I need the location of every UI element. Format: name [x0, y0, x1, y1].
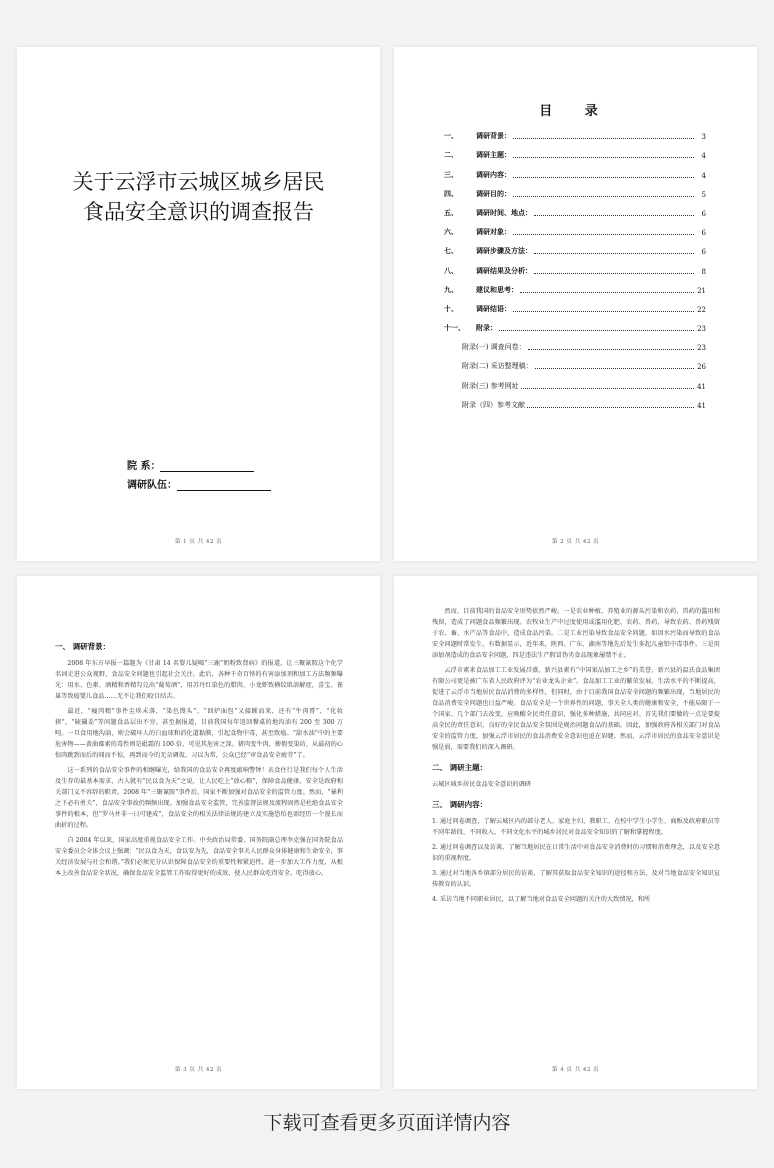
toc-page-num: 6 — [701, 229, 706, 238]
toc-leader — [513, 234, 694, 235]
toc-label: 附录（四）参考文献 — [462, 400, 525, 409]
toc-label: 调研结果及分析： — [476, 265, 532, 275]
toc-num: 十、 — [444, 303, 458, 313]
toc-page-num: 6 — [701, 248, 706, 257]
download-more-notice: 下载可查看更多页面详情内容 — [263, 1112, 511, 1134]
toc-num: 七、 — [444, 246, 458, 256]
toc-label: 调研对象： — [476, 227, 511, 237]
toc-num: 一、 — [444, 131, 458, 141]
list-item: 2. 通过问卷调查以及访谈，了解当地居民在日常生活中对食品安全消费时的习惯和消费理念，以及安全意识的重视程度。 — [432, 844, 720, 862]
toc-num: 八、 — [444, 265, 458, 275]
toc-leader — [499, 330, 694, 331]
toc-label: 调研主题： — [476, 150, 511, 160]
list-item: 4. 采访当地不同职业居民，以了解当地对食品安全问题的关注的大致情况，和所 — [432, 896, 651, 903]
toc-page-num: 26 — [697, 363, 706, 372]
toc-page-num: 22 — [697, 305, 706, 314]
toc-leader — [534, 273, 694, 274]
toc-item[interactable] — [444, 256, 706, 275]
toc-item[interactable] — [444, 295, 706, 314]
toc-item[interactable] — [444, 237, 706, 256]
cover-title-line2: 食品安全意识的调查报告 — [83, 200, 314, 224]
report-page-3 — [17, 576, 380, 1089]
toc-item[interactable] — [444, 276, 706, 295]
team-label: 调研队伍： — [127, 480, 177, 491]
toc-item[interactable] — [444, 199, 706, 218]
body-paragraph: 云浮市素来食品加工工业发展昌盛，新兴县素有“中国果品加工之乡”的美誉，新兴县的温氏食品集团有限公司更是被广东省人民政府评为“农业龙头企业”。食品加工工业的繁荣发展，生活水平的不断提高，促进了云浮市当地居民食品消费的多样性，但同时，由于目前我国食品安全问题的频繁出现，当地居民的食品消费安全问题也日益严峻。食品安全是一个世界性的问题，事关全人类的健康和安全，不能局限于一个国家、几个部门去改变，应唤醒全民责任意识，强化多种措施，共同应对。首先我们要做的一点是要提高全民的责任意识，良好的全民食品安全氛围是规治问题食品的基础。因此，加强政府各相关部门对食品安全的监管力度，加强云浮市居民的食品消费安全意识也迫在眉睫。然而，云浮市居民的食品安全意识是强是弱，需要我们的深入调研。 — [432, 667, 720, 751]
toc-leader — [527, 407, 694, 408]
toc-leader — [534, 253, 694, 254]
toc-item[interactable] — [444, 141, 706, 160]
body-paragraph: 这一系列的食品安全事件的相继曝光，给我国的食品安全再度敲响警钟！衣食住行是我们每个人生活及生存的最基本需求，古人就有“民以食为天”之说，让人民吃上“放心粮”，保障食品健康、安全是政府相关部门义不容辞的职责。2008 年“三聚氰胺”事件后，国家不断加强对食品安全的监管力度。然而，“暴利之下必有勇夫”，食品安全事故仍频频出现。加强食品安全监管，完善监督法规及流程固然是杜绝食品安全事件的根本，但“罗马并非一日可建成”，食品安全的相关法律法规的建立及实施恐怕也需经历一个漫长而曲折的过程。 — [55, 767, 343, 829]
team-blank-line — [177, 480, 271, 491]
toc-label: 附录(一) 调查问卷： — [462, 343, 526, 352]
toc-title: 目 录 — [539, 104, 612, 119]
toc-leader — [513, 196, 694, 197]
toc-label: 附录： — [476, 323, 497, 333]
toc-item[interactable] — [444, 122, 706, 141]
toc-leader — [535, 368, 694, 369]
report-page-4 — [394, 576, 757, 1089]
toc-page-num: 41 — [697, 401, 706, 410]
toc-label: 调研结语： — [476, 303, 511, 313]
toc-leader — [528, 349, 694, 350]
toc-leader — [520, 292, 694, 293]
toc-num: 九、 — [444, 284, 458, 294]
toc-label: 调研目的： — [476, 188, 511, 198]
toc-leader — [521, 388, 694, 389]
toc-item[interactable] — [444, 218, 706, 237]
page-footer: 第 1 页 共 42 页 — [174, 539, 223, 545]
section-heading: 三、 调研内容： — [432, 800, 488, 809]
toc-page-num: 23 — [697, 344, 706, 353]
body-paragraph: 自 2004 年以来，国家高度重视食品安全工作。中央政治局常委、国务院副总理李克强在国务院食品安全委员会全体会议上强调：“民以食为天，食以安为先，食品安全事关人民群众身体健康和生命安全，事关经济发展与社会和谐。”我们必须充分认识保障食品安全的重要性和紧迫性，进一步加大工作力度，从根本上改善食品安全状况，确保食品安全监管工作取得更好的成效，使人民群众吃得安全、吃得放心。 — [55, 837, 343, 877]
toc-label: 建议和思考： — [476, 284, 518, 294]
toc-leader — [513, 177, 694, 178]
toc-num: 二、 — [444, 150, 458, 160]
body-paragraph: 然而，目前我国的食品安全形势依然严峻。一是农业种植、养殖业的源头污染和农药、兽药的滥用和残留，造成了问题食品频繁出现。农牧业生产中过度使用或滥用化肥、农药、兽药，导致农药、兽药残留于农、畜、水产品等食品中，造成食品污染。二是工业污染导致食品安全问题，如因水污染而导致的食品安全问题时常发生，有数据显示，近年来，陕西、广东、湖南等地先后发生多起儿童铅中毒事件。三是用添加剂造成的食品安全问题，四是违法生产假冒伪劣食品现象屡禁不止。 — [432, 608, 720, 659]
body-paragraph: 2008 年东方早报一篇题为《甘肃 14 名婴儿疑喝“三鹿”奶粉致肾病》的报道，让三聚氰胺这个化学名词走进公众视野，食品安全问题也引起社会关注。此后，各种千奇百怪的有害添加剂和加工方法频频曝光：用水、色素、酒精和香精勾兑出“葡萄酒”，用苏丹红染色的腊肉，小龙虾致横纹肌溶解症，喜宝、雀巢等致癌婴儿食品……无不让我们咬目结舌。 — [55, 660, 343, 700]
department-label: 院 系： — [127, 461, 161, 472]
toc-list — [444, 122, 706, 410]
toc-label: 调研背景： — [476, 131, 511, 141]
toc-page — [394, 47, 757, 561]
toc-page-num: 6 — [701, 209, 706, 218]
toc-num: 六、 — [444, 227, 458, 237]
list-item: 3. 通过对当地各乡镇部分居民的访谈，了解其获取食品安全知识的途径和方法，及对当地食品安全知识宣传教育的认识。 — [432, 870, 720, 888]
page-footer: 第 4 页 共 42 页 — [551, 1067, 600, 1073]
topic-text: 云城区城乡居民食品安全意识的调研 — [432, 781, 531, 788]
toc-label: 附录(三) 参考网址 — [462, 381, 519, 390]
toc-subitem[interactable] — [444, 391, 706, 410]
team-field — [127, 476, 271, 491]
cover-title — [17, 167, 380, 227]
toc-page-num: 5 — [701, 190, 706, 199]
toc-leader — [534, 215, 694, 216]
section-heading: 一、 调研背景： — [55, 642, 111, 651]
toc-num: 四、 — [444, 188, 458, 198]
toc-leader — [513, 138, 694, 139]
cover-page — [17, 47, 380, 561]
toc-page-num: 3 — [701, 133, 706, 142]
page-body — [55, 636, 343, 883]
toc-leader — [513, 311, 694, 312]
page-footer: 第 2 页 共 42 页 — [551, 539, 600, 545]
toc-page-num: 23 — [697, 325, 706, 334]
list-item: 1. 通过问卷调查，了解云城区内的部分老人、家庭主妇、教职工、在校中学生小学生、商贩及政府职员等不同年龄段、不同收入、不同文化水平的城乡居民对食品安全知识的了解和掌握程度。 — [432, 818, 720, 836]
toc-label: 调研步骤及方法： — [476, 246, 532, 256]
body-paragraph: 最近，“瘦肉精”事件尘埃未落，“染色馒头”、“回炉面包”又接踵而来，还有“牛肉膏”、“化妆猪”、“硫磺姜”等问题食品层出不穷。甚至据报道，目前我国每年返回餐桌的地沟油有 200 至 300 万吨。一旦食用地沟油，则会破坏人的白血球和消化道黏膜，引起食物中毒，甚至致癌。“甜水油”中的主要危害物——黄曲霉素的毒性则是砒霜的 100 倍，可见其危害之深。猪肉变牛肉，掺假变染坊，从最初的心惊肉跳到而后的闻而不惊，再到而今的无奈调侃、习以为常，公众已经“审食品安全疲劳”了。 — [55, 708, 343, 759]
toc-item[interactable] — [444, 160, 706, 179]
cover-title-line1: 关于云浮市云城区城乡居民 — [72, 170, 325, 194]
toc-num: 三、 — [444, 169, 458, 179]
page-footer: 第 3 页 共 42 页 — [174, 1067, 223, 1073]
toc-num: 十一、 — [444, 323, 465, 333]
page-body — [432, 606, 720, 909]
toc-leader — [513, 157, 694, 158]
toc-label: 附录(二) 采访整理稿： — [462, 362, 533, 371]
toc-page-num: 21 — [697, 286, 706, 295]
toc-page-num: 4 — [701, 152, 706, 161]
toc-label: 调研时间、地点： — [476, 207, 532, 217]
toc-num: 五、 — [444, 207, 458, 217]
toc-page-num: 8 — [701, 267, 706, 276]
toc-page-num: 4 — [701, 171, 706, 180]
department-field — [127, 457, 254, 472]
department-blank-line — [160, 461, 254, 472]
section-heading: 二、 调研主题： — [432, 763, 488, 772]
toc-subitem[interactable] — [444, 352, 706, 371]
toc-item[interactable] — [444, 180, 706, 199]
toc-subitem[interactable] — [444, 371, 706, 390]
toc-label: 调研内容： — [476, 169, 511, 179]
toc-subitem[interactable] — [444, 333, 706, 352]
toc-page-num: 41 — [697, 382, 706, 391]
toc-item[interactable] — [444, 314, 706, 333]
